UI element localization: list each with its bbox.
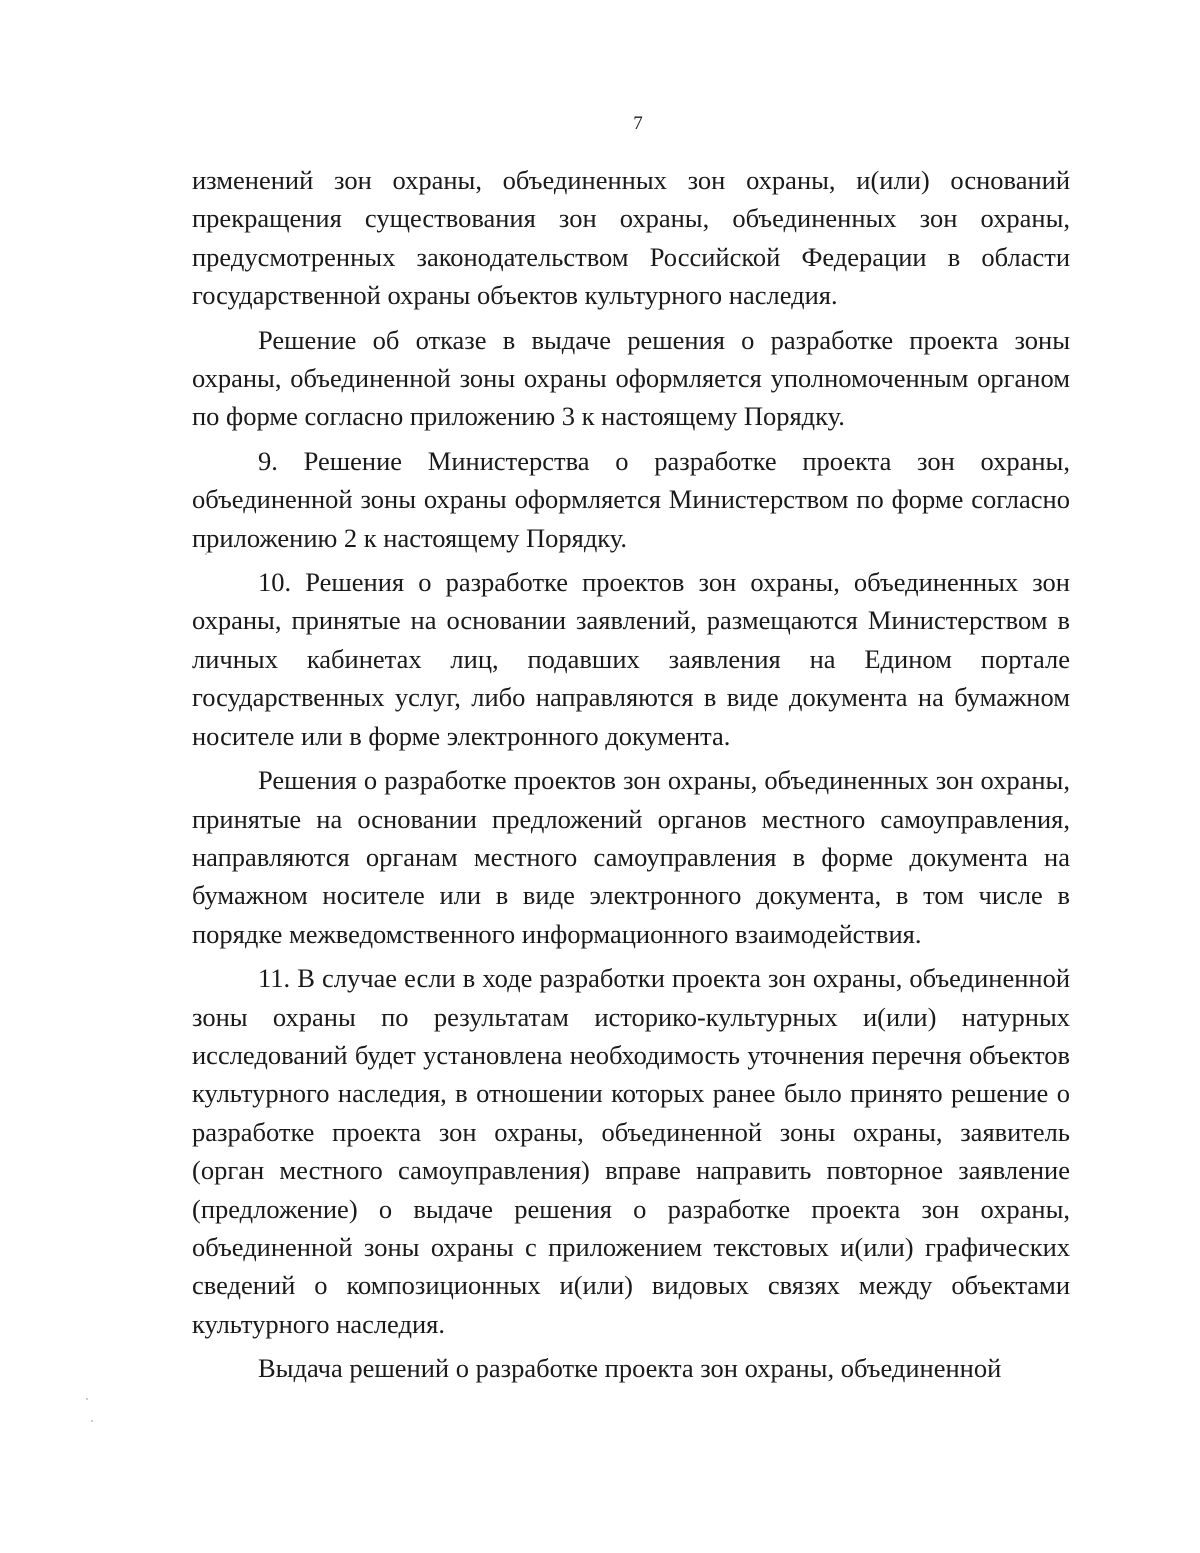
document-body xyxy=(192,161,1070,1388)
paragraph-issuance: Выдача решений о разработке проекта зон охраны, объединенной xyxy=(258,1353,1002,1384)
paragraph-item-11: 11. В случае если в ходе разработки проекта зон охраны, объединенной зоны охраны по результатам историко-культурных и(или) натурных исследований будет установлена необходимость уточнения перечня объектов культурного наследия, в отношении которых ранее было принято решение о разработке проекта зон охраны, объединенной зоны охраны, заявитель (орган местного самоуправления) вправе направить повторное заявление (предложение) о выдаче решения о разработке проекта зон охраны, объединенной зоны охраны с приложением текстовых и(или) графических сведений о композиционных и(или) видовых связях между объектами культурного наследия. xyxy=(192,963,1070,1339)
paragraph-local-government-decisions: Решения о разработке проектов зон охраны, объединенных зон охраны, принятые на основании предложений органов местного самоуправления, направляются органам местного самоуправления в форме документа на бумажном носителе или в виде электронного документа, в том числе в порядке межведомственного информационного взаимодействия. xyxy=(192,765,1070,949)
paragraph-continuation: изменений зон охраны, объединенных зон охраны, и(или) оснований прекращения существования зон охраны, объединенных зон охраны, предусмотренных законодательством Российской Федерации в области государственной охраны объектов культурного наследия. xyxy=(192,165,1070,311)
paragraph-item-9: 9. Решение Министерства о разработке проекта зон охраны, объединенной зоны охраны оформляется Министерством по форме согласно приложению 2 к настоящему Порядку. xyxy=(192,445,1070,553)
paragraph-refusal-decision: Решение об отказе в выдаче решения о разработке проекта зоны охраны, объединенной зоны охраны оформляется уполномоченным органом по форме согласно приложению 3 к настоящему Порядку. xyxy=(192,324,1070,432)
page-number: 7 xyxy=(633,113,643,134)
scan-speck xyxy=(205,553,207,555)
scan-speck xyxy=(91,1420,93,1422)
paragraph-item-10: 10. Решения о разработке проектов зон охраны, объединенных зон охраны, принятые на основании заявлений, размещаются Министерством в личных кабинетах лиц, подавших заявления на Едином портале государственных услуг, либо направляются в виде документа на бумажном носителе или в форме электронного документа. xyxy=(192,567,1070,751)
scan-speck xyxy=(86,1398,88,1400)
